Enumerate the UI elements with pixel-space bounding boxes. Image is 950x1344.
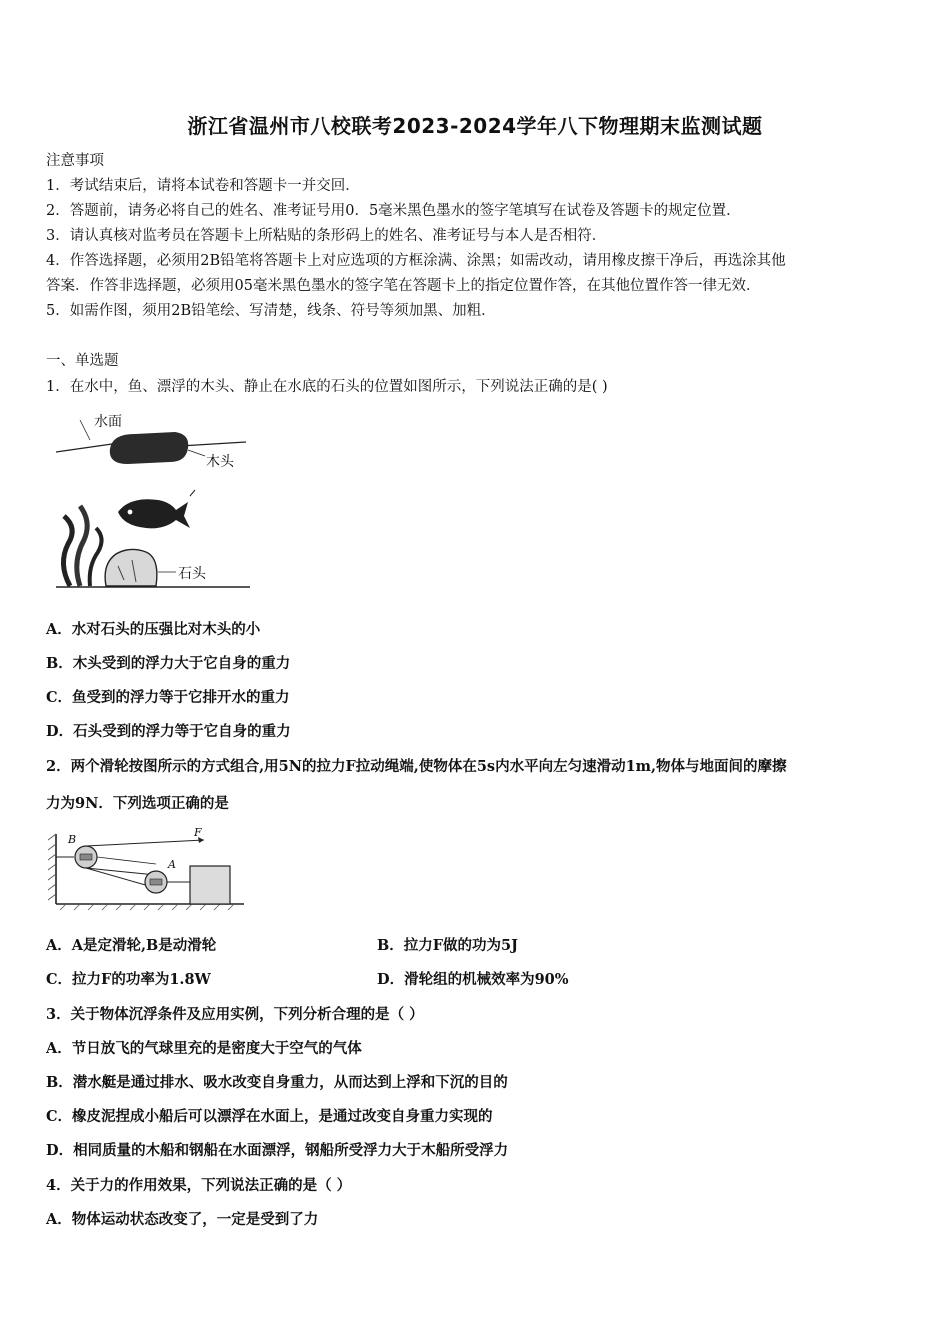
question-3-option: D．相同质量的木船和钢船在水面漂浮，钢船所受浮力大于木船所受浮力 xyxy=(46,1142,509,1159)
question-1-option: B．木头受到的浮力大于它自身的重力 xyxy=(46,655,291,672)
question-2-figure xyxy=(44,826,254,912)
notice-item: 1．考试结束后，请将本试卷和答题卡一并交回． xyxy=(46,178,360,194)
question-1-option: C．鱼受到的浮力等于它排开水的重力 xyxy=(46,689,290,706)
question-1-figure xyxy=(50,404,260,599)
block-icon xyxy=(190,866,230,904)
question-2-option: D．滑轮组的机械效率为90% xyxy=(377,971,569,988)
stone-icon xyxy=(105,549,157,586)
notice-item: 2．答题前，请务必将自己的姓名、准考证号用0．5毫米黑色墨水的签字笔填写在试卷及答题卡的规定位置． xyxy=(46,203,741,219)
question-2-stem-cont: 力为9N．下列选项正确的是 xyxy=(46,795,229,812)
notice-item: 4．作答选择题，必须用2B铅笔将答题卡上对应选项的方框涂满、涂黑；如需改动，请用橡皮擦干净后，再选涂其他 xyxy=(46,253,786,269)
pulley-b-label: B xyxy=(68,833,77,846)
stone-label: 石头 xyxy=(178,566,206,582)
notice-item: 答案．作答非选择题，必须用05毫米黑色墨水的签字笔在答题卡上的指定位置作答，在其他位置作答一律无效． xyxy=(46,278,761,294)
question-3-option: C．橡皮泥捏成小船后可以漂浮在水面上，是通过改变自身重力实现的 xyxy=(46,1108,493,1125)
page-title: 浙江省温州市八校联考2023-2024学年八下物理期末监测试题 xyxy=(187,114,763,138)
wood-label: 木头 xyxy=(206,454,234,470)
question-3-option: A．节日放飞的气球里充的是密度大于空气的气体 xyxy=(46,1040,362,1057)
question-4-option: A．物体运动状态改变了，一定是受到了力 xyxy=(46,1211,319,1228)
question-3-stem: 3．关于物体沉浮条件及应用实例，下列分析合理的是（ ） xyxy=(46,1006,424,1023)
question-1-option: D．石头受到的浮力等于它自身的重力 xyxy=(46,723,291,740)
force-f-label: F xyxy=(194,826,202,839)
question-3-option: B．潜水艇是通过排水、吸水改变自身重力，从而达到上浮和下沉的目的 xyxy=(46,1074,508,1091)
pulley-a-label: A xyxy=(168,858,176,871)
question-1-option: A．水对石头的压强比对木头的小 xyxy=(46,621,261,638)
section-heading: 一、单选题 xyxy=(46,353,119,369)
question-2-option: A．A是定滑轮,B是动滑轮 xyxy=(46,937,217,954)
question-2-stem: 2．两个滑轮按图所示的方式组合,用5N的拉力F拉动绳端,使物体在5s内水平向左匀速滑动1m,物体与地面间的摩擦 xyxy=(46,758,787,775)
question-1-stem: 1．在水中，鱼、漂浮的木头、静止在水底的石头的位置如图所示，下列说法正确的是( ) xyxy=(46,379,608,395)
notice-heading: 注意事项 xyxy=(46,153,104,169)
water-surface-label: 水面 xyxy=(94,414,122,430)
question-2-option: B．拉力F做的功为5J xyxy=(377,937,518,954)
notice-item: 5．如需作图，须用2B铅笔绘、写清楚，线条、符号等须加黑、加粗． xyxy=(46,303,496,319)
question-2-option: C．拉力F的功率为1.8W xyxy=(46,971,211,988)
notice-item: 3．请认真核对监考员在答题卡上所粘贴的条形码上的姓名、准考证号与本人是否相符． xyxy=(46,228,607,244)
question-4-stem: 4．关于力的作用效果，下列说法正确的是（ ） xyxy=(46,1177,352,1194)
